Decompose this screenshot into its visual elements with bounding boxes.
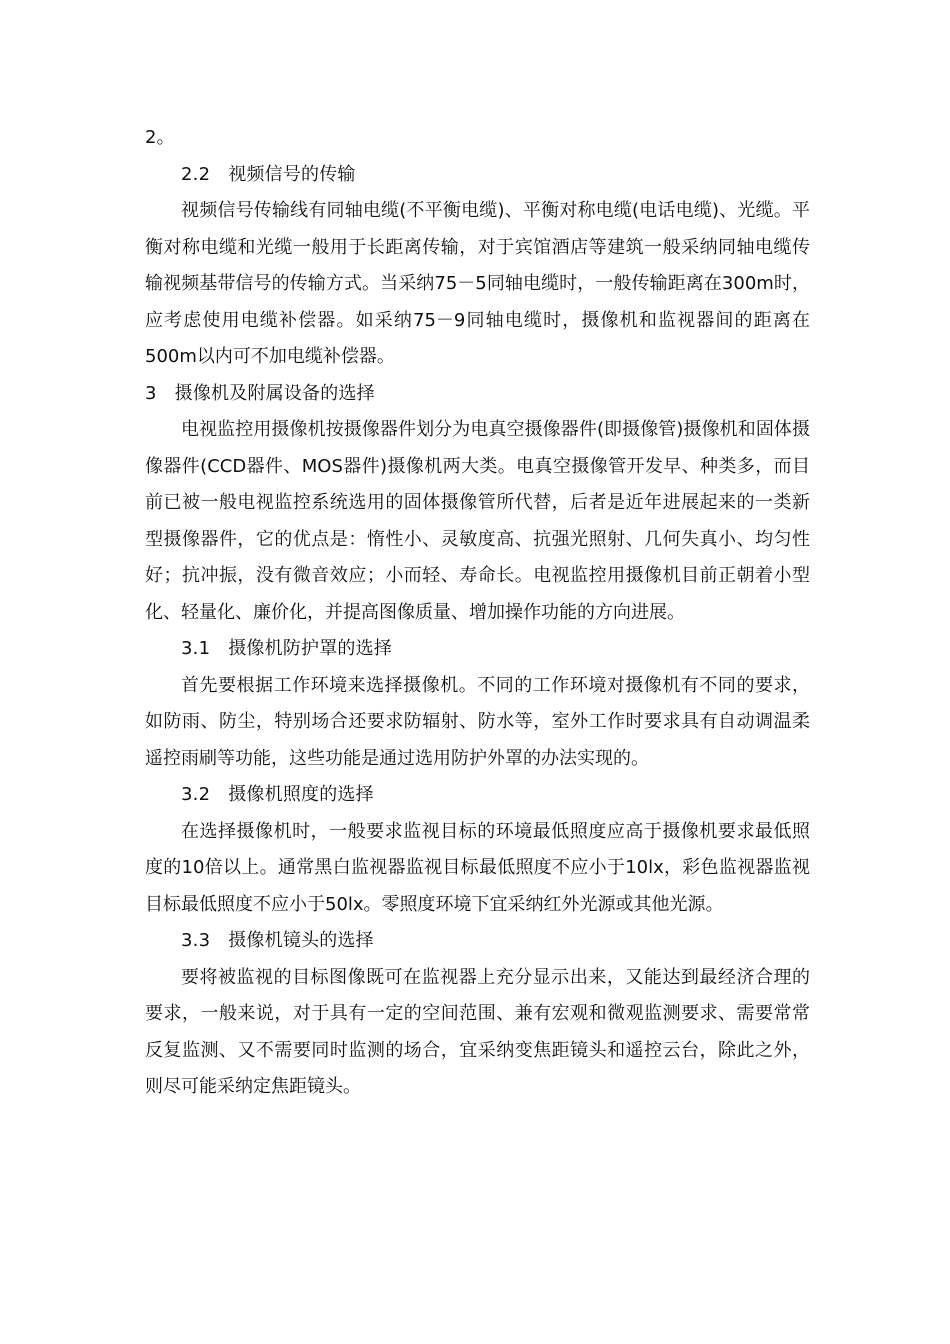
section-number: 3 (145, 382, 157, 404)
section-paragraph: 要将被监视的目标图像既可在监视器上充分显示出来，又能达到最经济合理的要求，一般来说，对于具有一定的空间范围、兼有宏观和微观监测要求、需要常常反复监测、又不需要同时监测的场合，宜采纳变焦距镜头和遥控云台，除此之外，则尽可能采纳定焦距镜头。 (145, 966, 810, 1097)
section-paragraph: 电视监控用摄像机按摄像器件划分为电真空摄像器件(即摄像管)摄像机和固体摄像器件(CCD器件、MOS器件)摄像机两大类。电真空摄像管开发早、种类多，而目前已被一般电视监控系统选用的固体摄像管所代替，后者是近年进展起来的一类新型摄像器件，它的优点是：惰性小、灵敏度高、抗强光照射、几何失真小、均匀性好；抗冲振，没有微音效应；小而轻、寿命长。电视监控用摄像机目前正朝着小型化、轻量化、廉价化，并提高图像质量、增加操作功能的方向进展。 (145, 419, 810, 623)
section-heading-3-2 (145, 777, 810, 814)
section-heading-3-1 (145, 631, 810, 668)
section-heading-2-2 (145, 157, 810, 194)
section-number: 3.2 (181, 784, 211, 805)
section-heading-3-3 (145, 923, 810, 960)
section-title: 摄像机镜头的选择 (228, 930, 374, 951)
section-number: 2.2 (181, 163, 211, 185)
section-paragraph: 视频信号传输线有同轴电缆(不平衡电缆)、平衡对称电缆(电话电缆)、光缆。平衡对称电缆和光缆一般用于长距离传输，对于宾馆酒店等建筑一般采纳同轴电缆传输视频基带信号的传输方式。当采纳75－5同轴电缆时，一般传输距离在300m时，应考虑使用电缆补偿器。如采纳75－9同轴电缆时，摄像机和监视器间的距离在500m以内可不加电缆补偿器。 (145, 200, 810, 367)
section-title: 视频信号的传输 (228, 163, 356, 185)
section-heading-3 (145, 376, 810, 413)
section-paragraph: 首先要根据工作环境来选择摄像机。不同的工作环境对摄像机有不同的要求，如防雨、防尘，特别场合还要求防辐射、防水等，室外工作时要求具有自动调温柔遥控雨刷等功能，这些功能是通过选用防护外罩的办法实现的。 (145, 674, 810, 769)
section-number: 3.1 (181, 638, 211, 659)
section-title: 摄像机照度的选择 (228, 784, 374, 805)
document-body (145, 120, 810, 1106)
section-number: 3.3 (181, 930, 211, 951)
section-paragraph: 在选择摄像机时，一般要求监视目标的环境最低照度应高于摄像机要求最低照度的10倍以上。通常黑白监视器监视目标最低照度不应小于10lx，彩色监视器监视目标最低照度不应小于50lx。零照度环境下宜采纳红外光源或其他光源。 (145, 820, 810, 915)
section-title: 摄像机及附属设备的选择 (174, 382, 375, 404)
section-title: 摄像机防护罩的选择 (228, 638, 393, 659)
top-fragment: 2。 (145, 127, 175, 148)
